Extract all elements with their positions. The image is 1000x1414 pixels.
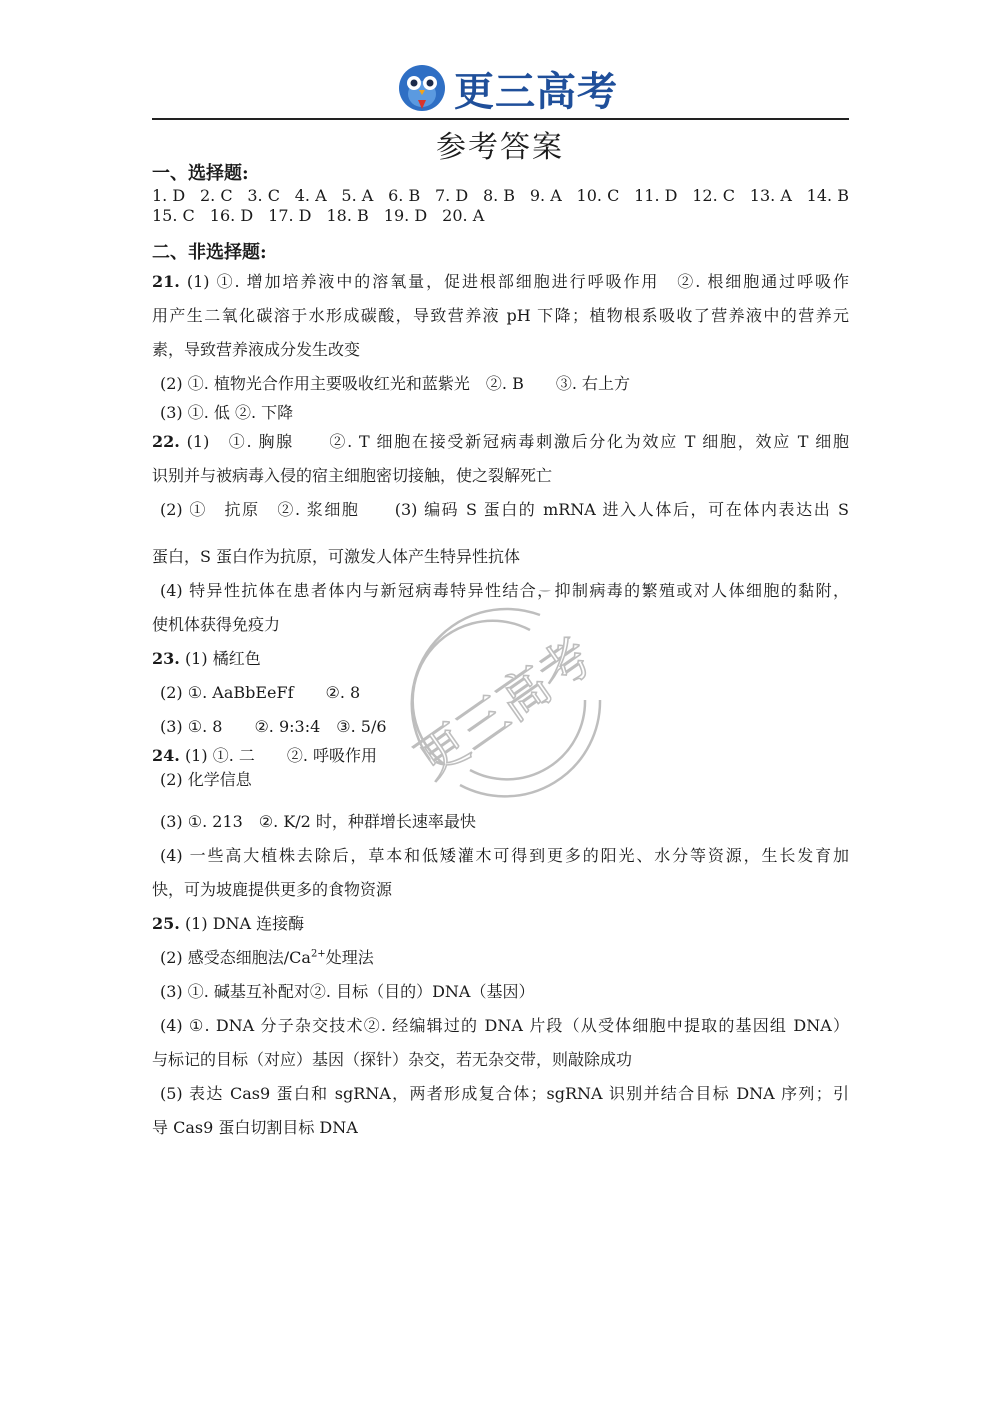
q22-line: 使机体获得免疫力	[152, 615, 281, 634]
q22-line: (2) ① 抗原 ②. 浆细胞 (3) 编码 S 蛋白的 mRNA 进入人体后，可在体内表达出 S	[160, 500, 849, 519]
q21-line: 用产生二氧化碳溶于水形成碳酸，导致营养液 pH 下降；植物根系吸收了营养液中的营养元	[152, 306, 849, 325]
answer-text: (1) ①. 二 ②. 呼吸作用	[184, 746, 378, 765]
q22-line: (4) 特异性抗体在患者体内与新冠病毒特异性结合，抑制病毒的繁殖或对人体细胞的黏附，	[160, 581, 849, 600]
mc-answer: 15. C	[152, 206, 195, 225]
mc-answer: 16. D	[209, 206, 254, 225]
q22-line	[152, 425, 849, 459]
q21-line: 素，导致营养液成分发生改变	[152, 340, 361, 359]
answer-text: (1) 橘红色	[184, 649, 261, 668]
mc-answer: 17. D	[268, 206, 312, 225]
q21-line	[152, 265, 849, 299]
owl-logo-icon	[398, 64, 446, 112]
q25-line: 与标记的目标（对应）基因（探针）杂交，若无杂交带，则敲除成功	[152, 1050, 633, 1069]
q25-line	[152, 941, 849, 975]
question-number: 25.	[152, 914, 180, 933]
mc-answer: 13. A	[749, 186, 792, 205]
question-number: 24.	[152, 746, 180, 765]
q25-line: 导 Cas9 蛋白切割目标 DNA	[152, 1118, 358, 1137]
q25-line: (4) ①. DNA 分子杂交技术②. 经编辑过的 DNA 片段（从受体细胞中提取的基因组 DNA）	[160, 1016, 849, 1035]
q24-line: 快，可为坡鹿提供更多的食物资源	[152, 880, 393, 899]
q23-line	[152, 642, 849, 676]
mc-answer: 12. C	[692, 186, 736, 205]
q23-line: (2) ①. AaBbEeFf ②. 8	[160, 683, 361, 702]
mc-answer: 2. C	[199, 186, 233, 205]
answer-text: (1) DNA 连接酶	[184, 914, 305, 933]
section-heading-open-questions: 二、非选择题:	[152, 242, 267, 263]
mc-answer: 7. D	[434, 186, 469, 205]
q23-line: (3) ①. 8 ②. 9:3:4 ③. 5/6	[160, 717, 387, 736]
answer-text: 处理法	[325, 948, 374, 967]
mc-answer: 8. B	[482, 186, 516, 205]
q21-line: (2) ①. 植物光合作用主要吸收红光和蓝紫光 ②. B ③. 右上方	[160, 374, 631, 393]
brand-logo	[398, 62, 618, 114]
mc-answer: 20. A	[442, 206, 485, 225]
mc-answer: 4. A	[294, 186, 327, 205]
mc-answer: 19. D	[383, 206, 428, 225]
mc-answers-row-1	[152, 186, 849, 206]
question-number: 21.	[152, 272, 180, 291]
superscript-charge: 2+	[310, 948, 326, 960]
question-number: 22.	[152, 432, 180, 451]
q25-line: (5) 表达 Cas9 蛋白和 sgRNA，两者形成复合体；sgRNA 识别并结合目标 DNA 序列；引	[160, 1084, 849, 1103]
watermark-text: 更三高考	[405, 627, 603, 790]
q22-line: 蛋白，S 蛋白作为抗原，可激发人体产生特异性抗体	[152, 547, 521, 566]
brand-name: 更三高考	[454, 68, 618, 115]
question-number: 23.	[152, 649, 180, 668]
mc-answer: 11. D	[634, 186, 678, 205]
answer-text: (2) 感受态细胞法/Ca	[160, 948, 311, 967]
q22-line: 识别并与被病毒入侵的宿主细胞密切接触，使之裂解死亡	[152, 466, 553, 485]
page-title: 参考答案	[436, 130, 564, 165]
q25-line	[152, 907, 849, 941]
q24-line: (2) 化学信息	[160, 770, 252, 789]
q24-line: (3) ①. 213 ②. K/2 时，种群增长速率最快	[160, 812, 476, 831]
answer-text: (1) ①. 胸腺 ②. T 细胞在接受新冠病毒刺激后分化为效应 T 细胞，效应 T 细胞	[186, 432, 849, 451]
mc-answer: 1. D	[152, 186, 186, 205]
mc-answer: 3. C	[247, 186, 280, 205]
mc-answer: 14. B	[806, 186, 849, 205]
answer-text: (1) ①. 增加培养液中的溶氧量，促进根部细胞进行呼吸作用 ②. 根细胞通过呼吸作	[186, 272, 849, 291]
section-heading-multiple-choice: 一、选择题:	[152, 163, 249, 184]
mc-answer: 6. B	[388, 186, 421, 205]
q25-line: (3) ①. 碱基互补配对②. 目标（目的）DNA（基因）	[160, 982, 535, 1001]
mc-answer: 5. A	[341, 186, 374, 205]
mc-answers-row-2	[152, 206, 849, 226]
answer-content	[152, 162, 849, 1145]
mc-answer: 18. B	[326, 206, 369, 225]
mc-answer: 9. A	[529, 186, 562, 205]
mc-answer: 10. C	[576, 186, 620, 205]
q24-line: (4) 一些高大植株去除后，草本和低矮灌木可得到更多的阳光、水分等资源，生长发育加	[160, 846, 849, 865]
q21-line: (3) ①. 低 ②. 下降	[160, 403, 294, 422]
header-divider	[152, 118, 849, 120]
q24-line	[152, 744, 849, 768]
